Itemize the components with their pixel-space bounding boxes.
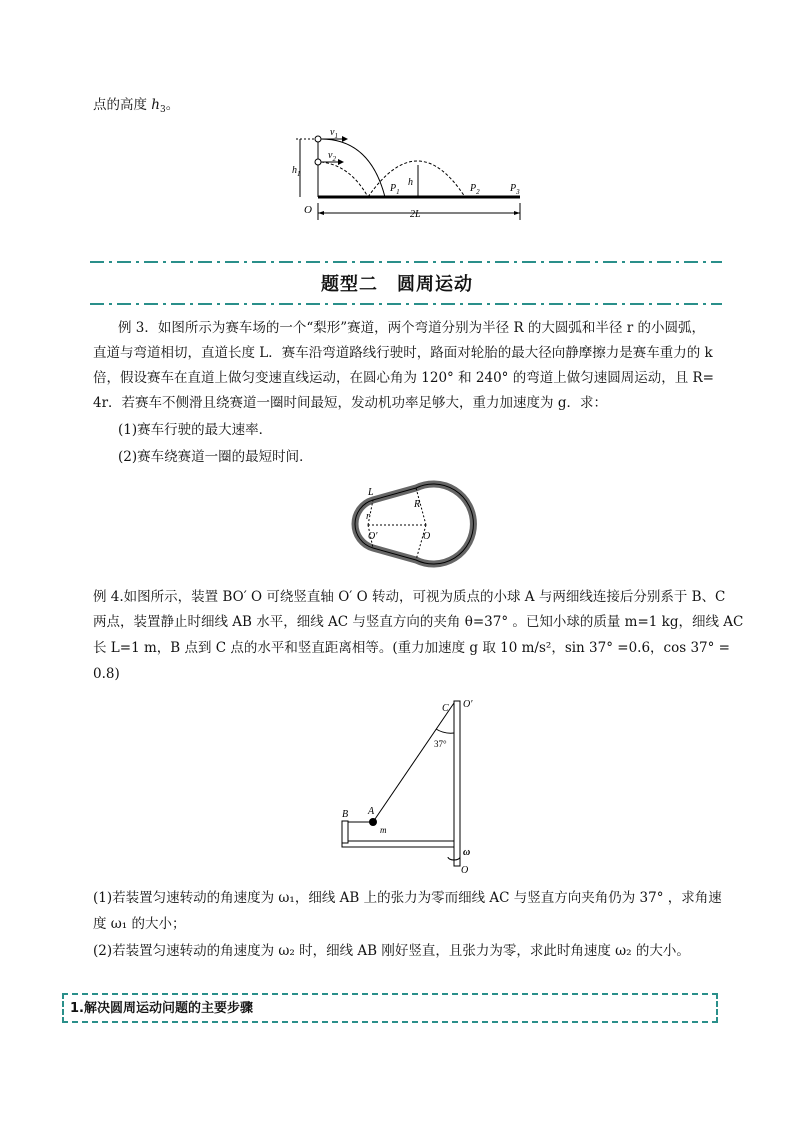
p3-label: $P_3$: [510, 183, 520, 196]
r-small-label: r: [366, 511, 370, 522]
r-big-label: R: [414, 499, 421, 510]
v1-label: $v_1$: [330, 127, 338, 140]
ex3-line-2: 直道与弯道相切，直道长度 L．赛车沿弯道路线行驶时，路面对轮胎的最大径向静摩擦力是赛车重力的 k: [93, 345, 713, 361]
ex3-q1: (1)赛车行驶的最大速率．: [118, 422, 273, 438]
ex3-q2: (2)赛车绕赛道一圈的最短时间．: [118, 449, 313, 465]
section-divider-top: [90, 260, 722, 264]
q-line-2: 度 ω₁ 的大小；: [93, 916, 186, 932]
v2-label: $v_2$: [328, 150, 336, 163]
h-label: h: [408, 177, 413, 188]
h1-label: $h_1$: [292, 165, 301, 178]
pear-track-figure: [338, 475, 478, 575]
o-label: O: [304, 204, 312, 216]
ex4-line-4: 0.8): [93, 666, 120, 682]
summary-box-title: 1.解决圆周运动问题的主要步骤: [70, 1001, 253, 1016]
ex3-line-4: 4r．若赛车不侧滑且绕赛道一圈时间最短，发动机功率足够大，重力加速度为 g．求：: [93, 395, 607, 411]
apparatus-figure: [330, 695, 490, 880]
c-label: C: [442, 703, 449, 714]
ex3-line-1: 例 3．如图所示为赛车场的一个“梨形”赛道，两个弯道分别为半径 R 的大圆弧和半径 r 的小圆弧，: [118, 320, 705, 336]
ex4-line-2: 两点，装置静止时细线 AB 水平，细线 AC 与竖直方向的夹角 θ=37° 。已知小球的质量 m=1 kg，细线 AC: [93, 614, 744, 630]
intro-line: 点的高度 $h_3$。: [93, 97, 180, 115]
p2-label: $P_2$: [470, 183, 480, 196]
omega-label: ω: [463, 847, 471, 858]
p1-label: $P_1$: [390, 183, 400, 196]
projectile-figure: [290, 125, 540, 225]
a-label: A: [368, 806, 375, 817]
ex4-line-1: 例 4.如图所示，装置 BO′ O 可绕竖直轴 O′ O 转动，可视为质点的小球 A 与两细线连接后分别系于 B、C: [93, 589, 726, 605]
ex4-line-3: 长 L=1 m，B 点到 C 点的水平和竖直距离相等。(重力加速度 g 取 10 m/s²，sin 37° =0.6，cos 37° =: [93, 640, 730, 656]
q-line-1: (1)若装置匀速转动的角速度为 ω₁，细线 AB 上的张力为零而细线 AC 与竖直方向夹角仍为 37° ，求角速: [93, 890, 722, 906]
l-label: L: [368, 487, 374, 498]
2l-label: 2L: [410, 209, 421, 220]
section-divider-bottom: [90, 302, 722, 306]
section-title: 题型二 圆周运动: [321, 274, 473, 295]
o-label-2: O: [423, 531, 431, 542]
q-line-3: (2)若装置匀速转动的角速度为 ω₂ 时，细线 AB 刚好竖直，且张力为零，求此时角速度 ω₂ 的大小。: [93, 943, 690, 959]
o1-label: O′: [368, 531, 378, 542]
b-label: B: [342, 809, 349, 820]
ex3-line-3: 倍，假设赛车在直道上做匀变速直线运动，在圆心角为 120° 和 240° 的弯道上做匀速圆周运动，且 R=: [93, 370, 714, 386]
angle-label: 37°: [434, 739, 447, 749]
o-label-3: O: [461, 865, 469, 876]
m-label: m: [380, 825, 387, 835]
o1-label-3: O′: [463, 699, 473, 710]
